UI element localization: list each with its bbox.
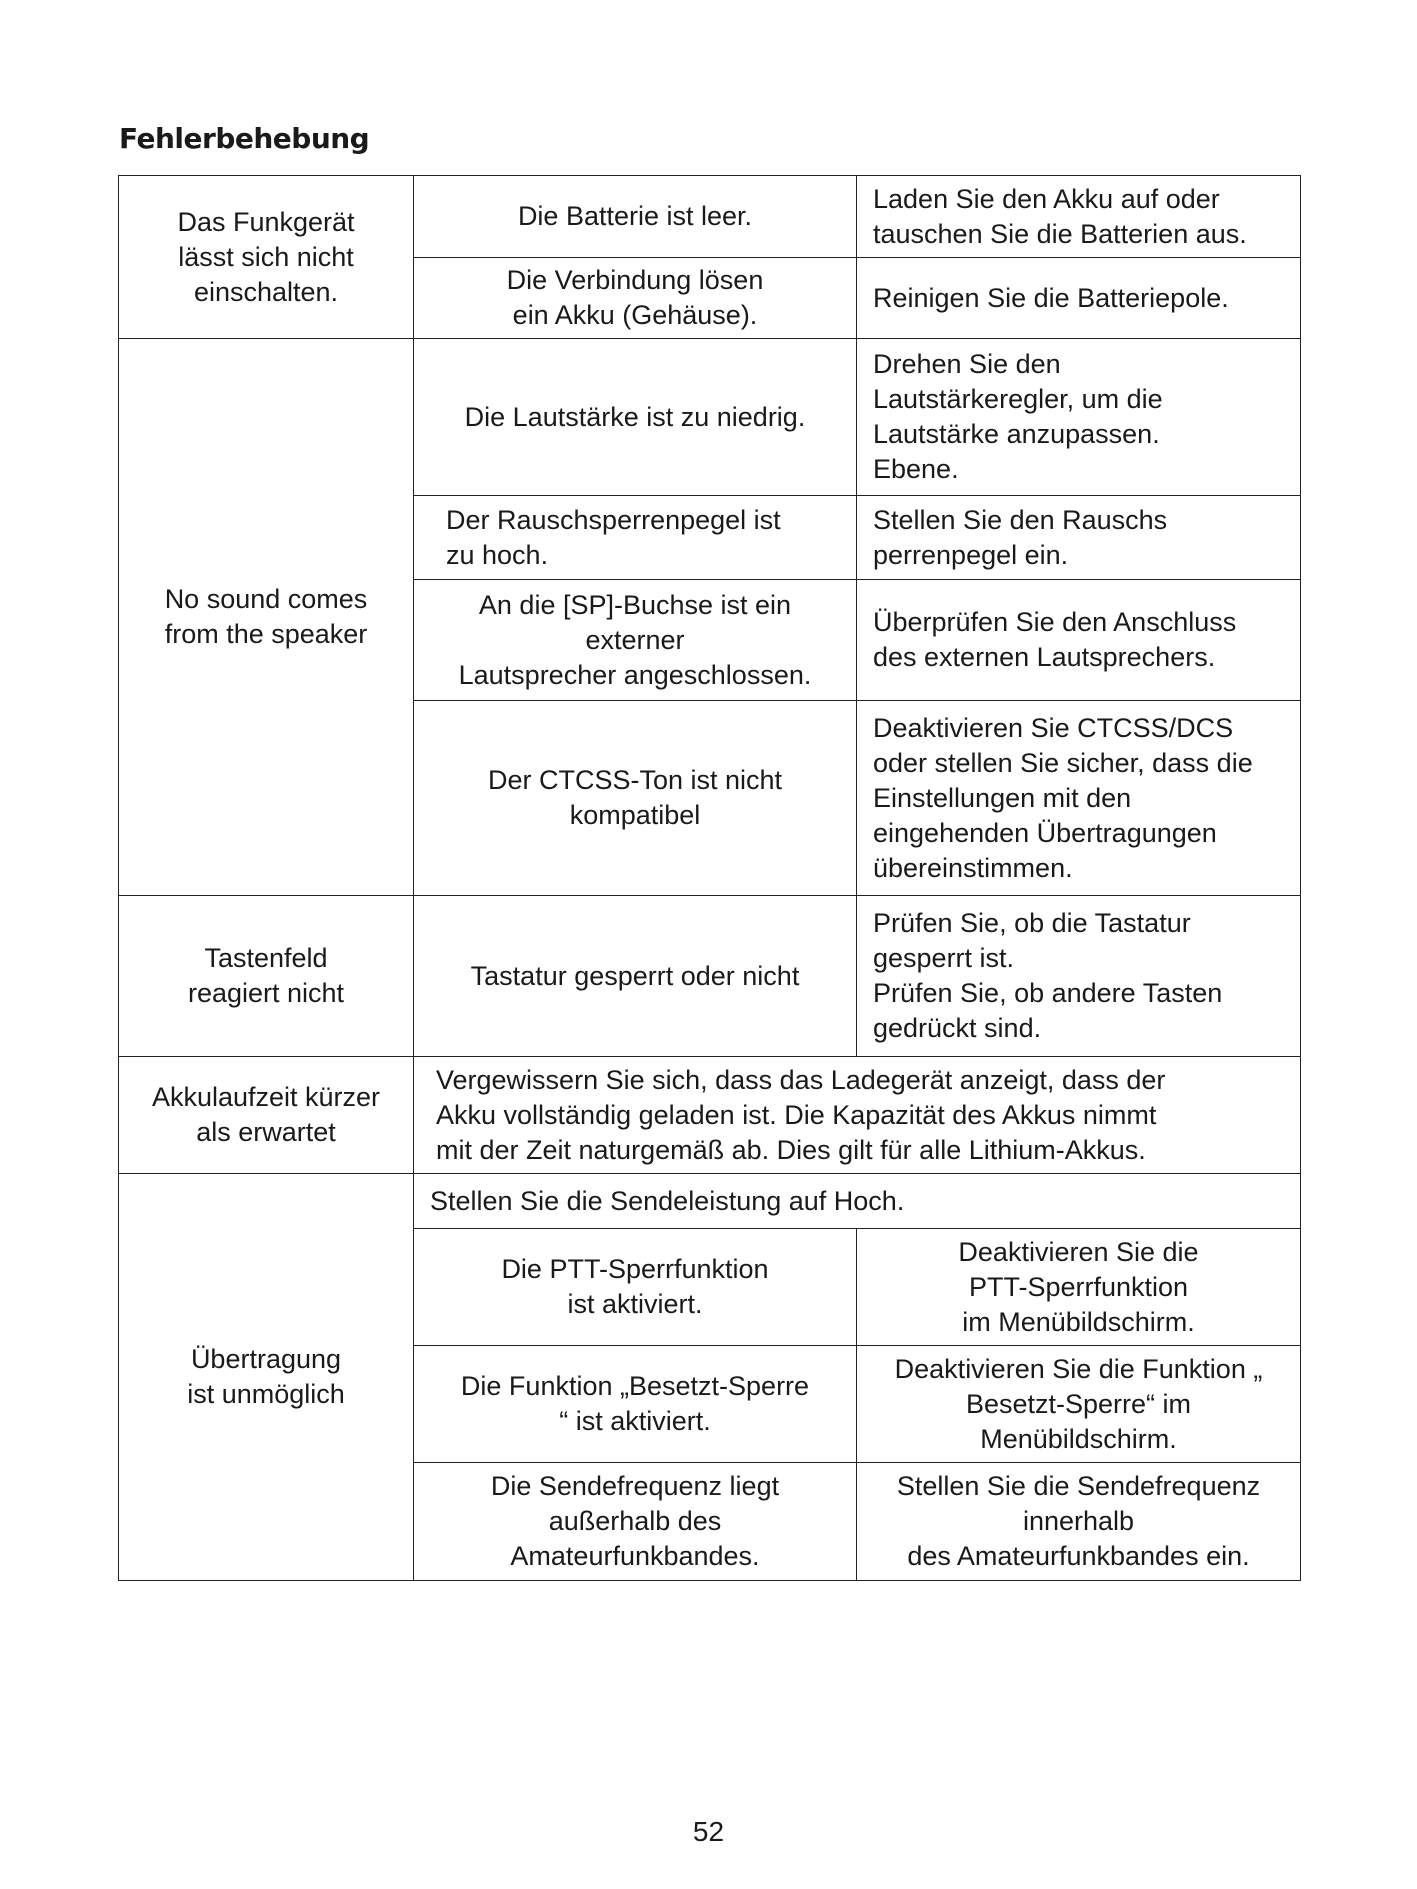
cause-cell — [414, 176, 857, 258]
problem-text: ist unmöglich — [187, 1379, 345, 1409]
solution-text: Stellen Sie die Sendefrequenz — [896, 1471, 1261, 1501]
cause-text: außerhalb des — [548, 1506, 722, 1536]
solution-cell — [857, 339, 1301, 496]
solution-text: Deaktivieren Sie die Funktion „ — [894, 1353, 1263, 1384]
solution-text: Menübildschirm. — [980, 1423, 1177, 1454]
cause-cell — [414, 701, 857, 896]
solution-cell — [857, 176, 1301, 258]
problem-cell — [119, 1174, 414, 1581]
solution-cell — [857, 258, 1301, 339]
merged-solution-cell — [414, 1057, 1301, 1174]
problem-text: No sound comes — [164, 584, 368, 614]
problem-cell — [119, 896, 414, 1057]
solution-text: Deaktivieren Sie die — [958, 1236, 1199, 1267]
cause-text: Die Batterie ist leer. — [517, 201, 753, 231]
cause-text: Die Lautstärke ist zu niedrig. — [464, 401, 806, 432]
problem-text: Das Funkgerät — [177, 206, 355, 237]
problem-text: als erwartet — [196, 1117, 336, 1147]
cause-text: Der Rauschsperrenpegel ist — [446, 504, 781, 535]
cause-text: Die Sendefrequenz liegt — [490, 1471, 780, 1501]
solution-text: Drehen Sie den — [873, 349, 1061, 379]
solution-text: PTT-Sperrfunktion — [968, 1271, 1189, 1302]
cause-text: kompatibel — [569, 800, 701, 830]
solution-text: Lautstärkeregler, um die — [873, 384, 1163, 414]
cause-text: ein Akku (Gehäuse). — [512, 300, 758, 330]
cause-cell — [414, 1229, 857, 1346]
cause-text: Der CTCSS-Ton ist nicht — [487, 765, 783, 795]
solution-text: Vergewissern Sie sich, dass das Ladegerät anzeigt, dass der — [436, 1064, 1166, 1095]
solution-text: Lautstärke anzupassen. — [873, 419, 1160, 449]
problem-cell — [119, 1057, 414, 1174]
solution-cell — [857, 896, 1301, 1057]
solution-text: Stellen Sie die Sendeleistung auf Hoch. — [430, 1185, 905, 1216]
table-row — [119, 896, 1301, 1057]
problem-text: lässt sich nicht — [178, 241, 354, 272]
solution-text: Akku vollständig geladen ist. Die Kapazität des Akkus nimmt — [436, 1099, 1157, 1130]
problem-text: Akkulaufzeit kürzer — [151, 1082, 381, 1112]
solution-cell — [857, 1463, 1301, 1581]
problem-cell — [119, 176, 414, 339]
problem-text: from the speaker — [164, 619, 368, 649]
cause-cell — [414, 339, 857, 496]
solution-text: tauschen Sie die Batterien aus. — [873, 218, 1247, 249]
cause-text: ist aktiviert. — [567, 1289, 703, 1319]
cause-cell — [414, 896, 857, 1057]
solution-text: mit der Zeit naturgemäß ab. Dies gilt für alle Lithium-Akkus. — [436, 1134, 1146, 1165]
solution-text: Überprüfen Sie den Anschluss — [873, 607, 1237, 637]
table-row — [119, 1057, 1301, 1174]
section-heading: Fehlerbehebung — [119, 122, 370, 155]
table-row — [119, 339, 1301, 496]
merged-solution-cell — [414, 1174, 1301, 1229]
solution-text: Prüfen Sie, ob andere Tasten — [873, 978, 1223, 1008]
problem-text: reagiert nicht — [187, 978, 345, 1008]
problem-cell — [119, 339, 414, 896]
cause-text: externer — [585, 624, 685, 655]
solution-text: Deaktivieren Sie CTCSS/DCS — [873, 712, 1234, 743]
problem-text: einschalten. — [193, 276, 339, 307]
troubleshooting-table — [118, 175, 1301, 1581]
table-row — [119, 176, 1301, 258]
solution-cell — [857, 1346, 1301, 1463]
solution-cell — [857, 580, 1301, 701]
solution-text: Reinigen Sie die Batteriepole. — [873, 282, 1229, 313]
solution-text: innerhalb — [1022, 1506, 1135, 1536]
solution-text: des Amateurfunkbandes ein. — [907, 1541, 1250, 1571]
cause-text: Lautsprecher angeschlossen. — [458, 659, 812, 690]
solution-text: Einstellungen mit den — [873, 782, 1132, 813]
cause-cell — [414, 258, 857, 339]
solution-cell — [857, 496, 1301, 580]
solution-text: im Menübildschirm. — [962, 1306, 1195, 1337]
solution-text: Ebene. — [873, 454, 959, 484]
table-row — [119, 1174, 1301, 1229]
solution-text: Besetzt-Sperre“ im — [965, 1388, 1192, 1419]
solution-text: eingehenden Übertragungen — [873, 817, 1217, 848]
solution-text: oder stellen Sie sicher, dass die — [873, 747, 1253, 778]
solution-text: des externen Lautsprechers. — [873, 642, 1216, 672]
cause-cell — [414, 1346, 857, 1463]
problem-text: Übertragung — [190, 1344, 342, 1374]
solution-text: Prüfen Sie, ob die Tastatur — [873, 908, 1191, 938]
cause-text: Die PTT-Sperrfunktion — [501, 1254, 769, 1284]
cause-cell — [414, 496, 857, 580]
problem-text: Tastenfeld — [204, 943, 328, 973]
solution-text: Laden Sie den Akku auf oder — [873, 183, 1220, 214]
solution-cell — [857, 701, 1301, 896]
cause-text: Tastatur gesperrt oder nicht — [470, 960, 800, 991]
solution-text: perrenpegel ein. — [873, 539, 1069, 570]
cause-text: Die Funktion „Besetzt-Sperre — [460, 1371, 810, 1401]
cause-text: zu hoch. — [446, 539, 549, 570]
cause-cell — [414, 1463, 857, 1581]
solution-text: gedrückt sind. — [873, 1013, 1042, 1043]
cause-text: An die [SP]-Buchse ist ein — [478, 589, 792, 620]
cause-text: “ ist aktiviert. — [559, 1406, 711, 1436]
solution-text: gesperrt ist. — [873, 943, 1015, 973]
solution-text: Stellen Sie den Rauschs — [873, 504, 1168, 535]
solution-text: übereinstimmen. — [873, 852, 1073, 883]
cause-text: Amateurfunkbandes. — [510, 1541, 760, 1571]
cause-text: Die Verbindung lösen — [506, 265, 764, 295]
cause-cell — [414, 580, 857, 701]
solution-cell — [857, 1229, 1301, 1346]
page-number: 52 — [692, 1816, 725, 1847]
